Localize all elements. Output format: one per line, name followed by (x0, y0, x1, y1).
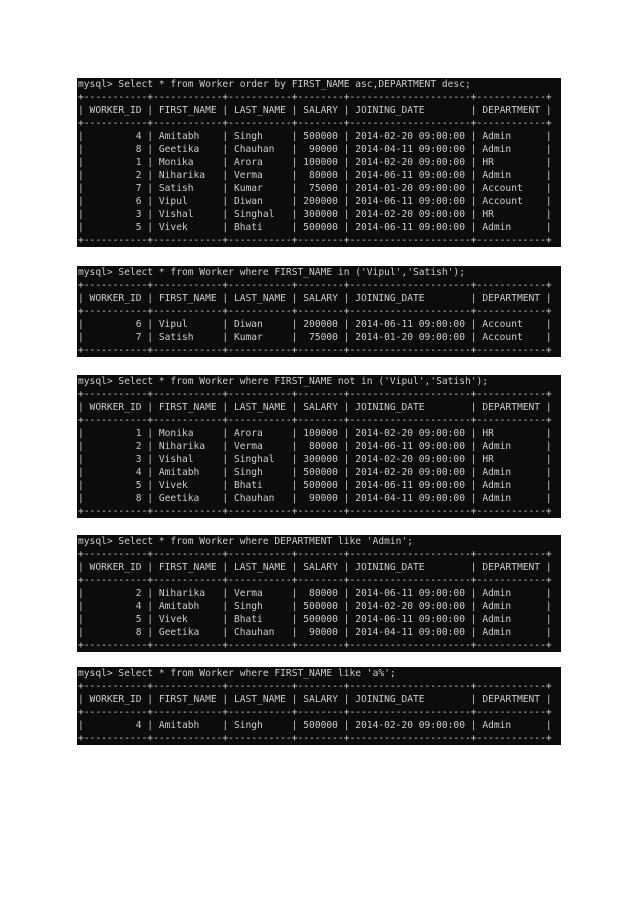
table-border: +-----------+------------+-----------+--------+---------------------+------------+ (78, 118, 552, 129)
terminal-panel-4 (77, 535, 561, 652)
query-prompt: mysql> Select * from Worker where FIRST_NAME in ('Vipul','Satish'); (78, 267, 465, 278)
table-header: | WORKER_ID | FIRST_NAME | LAST_NAME | SALARY | JOINING_DATE | DEPARTMENT | (78, 562, 552, 573)
terminal-panel-2 (77, 266, 561, 357)
table-row: | 1 | Monika | Arora | 100000 | 2014-02-20 09:00:00 | HR | (78, 428, 552, 439)
table-border: +-----------+------------+-----------+--------+---------------------+------------+ (78, 280, 552, 291)
table-row: | 2 | Niharika | Verma | 80000 | 2014-06-11 09:00:00 | Admin | (78, 170, 552, 181)
table-border: +-----------+------------+-----------+--------+---------------------+------------+ (78, 549, 552, 560)
table-row: | 6 | Vipul | Diwan | 200000 | 2014-06-11 09:00:00 | Account | (78, 196, 552, 207)
table-header: | WORKER_ID | FIRST_NAME | LAST_NAME | SALARY | JOINING_DATE | DEPARTMENT | (78, 402, 552, 413)
table-row: | 4 | Amitabh | Singh | 500000 | 2014-02-20 09:00:00 | Admin | (78, 601, 552, 612)
terminal-panel-5 (77, 667, 561, 745)
table-border: +-----------+------------+-----------+--------+---------------------+------------+ (78, 506, 552, 517)
table-header: | WORKER_ID | FIRST_NAME | LAST_NAME | SALARY | JOINING_DATE | DEPARTMENT | (78, 293, 552, 304)
table-row: | 8 | Geetika | Chauhan | 90000 | 2014-04-11 09:00:00 | Admin | (78, 627, 552, 638)
table-border: +-----------+------------+-----------+--------+---------------------+------------+ (78, 306, 552, 317)
table-border: +-----------+------------+-----------+--------+---------------------+------------+ (78, 575, 552, 586)
table-row: | 5 | Vivek | Bhati | 500000 | 2014-06-11 09:00:00 | Admin | (78, 222, 552, 233)
query-prompt: mysql> Select * from Worker order by FIRST_NAME asc,DEPARTMENT desc; (78, 79, 471, 90)
table-row: | 5 | Vivek | Bhati | 500000 | 2014-06-11 09:00:00 | Admin | (78, 480, 552, 491)
query-prompt: mysql> Select * from Worker where DEPARTMENT like 'Admin'; (78, 536, 414, 547)
table-header: | WORKER_ID | FIRST_NAME | LAST_NAME | SALARY | JOINING_DATE | DEPARTMENT | (78, 105, 552, 116)
table-border: +-----------+------------+-----------+--------+---------------------+------------+ (78, 733, 552, 744)
table-header: | WORKER_ID | FIRST_NAME | LAST_NAME | SALARY | JOINING_DATE | DEPARTMENT | (78, 694, 552, 705)
table-row: | 4 | Amitabh | Singh | 500000 | 2014-02-20 09:00:00 | Admin | (78, 131, 552, 142)
table-row: | 8 | Geetika | Chauhan | 90000 | 2014-04-11 09:00:00 | Admin | (78, 493, 552, 504)
query-prompt: mysql> Select * from Worker where FIRST_NAME not in ('Vipul','Satish'); (78, 376, 489, 387)
table-row: | 2 | Niharika | Verma | 80000 | 2014-06-11 09:00:00 | Admin | (78, 588, 552, 599)
table-row: | 3 | Vishal | Singhal | 300000 | 2014-02-20 09:00:00 | HR | (78, 454, 552, 465)
table-row: | 2 | Niharika | Verma | 80000 | 2014-06-11 09:00:00 | Admin | (78, 441, 552, 452)
table-border: +-----------+------------+-----------+--------+---------------------+------------+ (78, 389, 552, 400)
table-row: | 7 | Satish | Kumar | 75000 | 2014-01-20 09:00:00 | Account | (78, 332, 552, 343)
terminal-panel-3 (77, 375, 561, 518)
table-border: +-----------+------------+-----------+--------+---------------------+------------+ (78, 681, 552, 692)
terminal-panel-1 (77, 78, 561, 247)
table-border: +-----------+------------+-----------+--------+---------------------+------------+ (78, 707, 552, 718)
table-border: +-----------+------------+-----------+--------+---------------------+------------+ (78, 92, 552, 103)
table-row: | 6 | Vipul | Diwan | 200000 | 2014-06-11 09:00:00 | Account | (78, 319, 552, 330)
table-row: | 4 | Amitabh | Singh | 500000 | 2014-02-20 09:00:00 | Admin | (78, 720, 552, 731)
table-row: | 8 | Geetika | Chauhan | 90000 | 2014-04-11 09:00:00 | Admin | (78, 144, 552, 155)
table-row: | 5 | Vivek | Bhati | 500000 | 2014-06-11 09:00:00 | Admin | (78, 614, 552, 625)
table-row: | 4 | Amitabh | Singh | 500000 | 2014-02-20 09:00:00 | Admin | (78, 467, 552, 478)
table-row: | 7 | Satish | Kumar | 75000 | 2014-01-20 09:00:00 | Account | (78, 183, 552, 194)
table-border: +-----------+------------+-----------+--------+---------------------+------------+ (78, 235, 552, 246)
table-row: | 3 | Vishal | Singhal | 300000 | 2014-02-20 09:00:00 | HR | (78, 209, 552, 220)
table-border: +-----------+------------+-----------+--------+---------------------+------------+ (78, 640, 552, 651)
query-prompt: mysql> Select * from Worker where FIRST_NAME like 'a%'; (78, 668, 396, 679)
table-row: | 1 | Monika | Arora | 100000 | 2014-02-20 09:00:00 | HR | (78, 157, 552, 168)
table-border: +-----------+------------+-----------+--------+---------------------+------------+ (78, 415, 552, 426)
table-border: +-----------+------------+-----------+--------+---------------------+------------+ (78, 345, 552, 356)
